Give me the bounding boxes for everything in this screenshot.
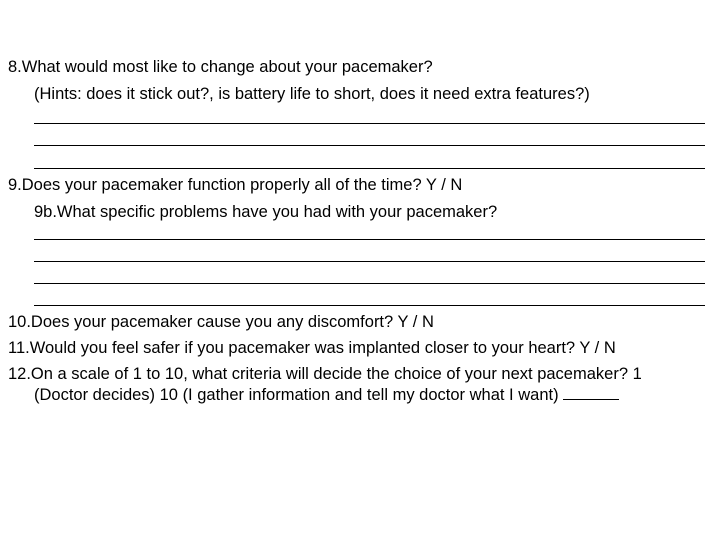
answer-line-8-1[interactable] (34, 123, 705, 124)
question-9b: 9b.What specific problems have you had with your pacemaker? (34, 203, 498, 221)
question-9: 9.Does your pacemaker function properly all of the time? Y / N (8, 176, 463, 194)
question-12-scale (34, 385, 619, 405)
answer-line-9-3[interactable] (34, 283, 705, 284)
question-12: 12.On a scale of 1 to 10, what criteria will decide the choice of your next pacemaker? 1 (8, 365, 642, 383)
answer-line-9-2[interactable] (34, 261, 705, 262)
question-8: 8.What would most like to change about your pacemaker? (8, 58, 433, 76)
answer-line-9-1[interactable] (34, 239, 705, 240)
question-11: 11.Would you feel safer if you pacemaker was implanted closer to your heart? Y / N (8, 339, 616, 357)
answer-blank-12[interactable] (563, 385, 619, 400)
question-12-scale-text: (Doctor decides) 10 (I gather information and tell my doctor what I want) (34, 386, 559, 404)
answer-line-9-4[interactable] (34, 305, 705, 306)
question-8-hint: (Hints: does it stick out?, is battery life to short, does it need extra features?) (34, 85, 590, 103)
answer-line-8-3[interactable] (34, 168, 705, 169)
answer-line-8-2[interactable] (34, 145, 705, 146)
question-10: 10.Does your pacemaker cause you any discomfort? Y / N (8, 313, 434, 331)
